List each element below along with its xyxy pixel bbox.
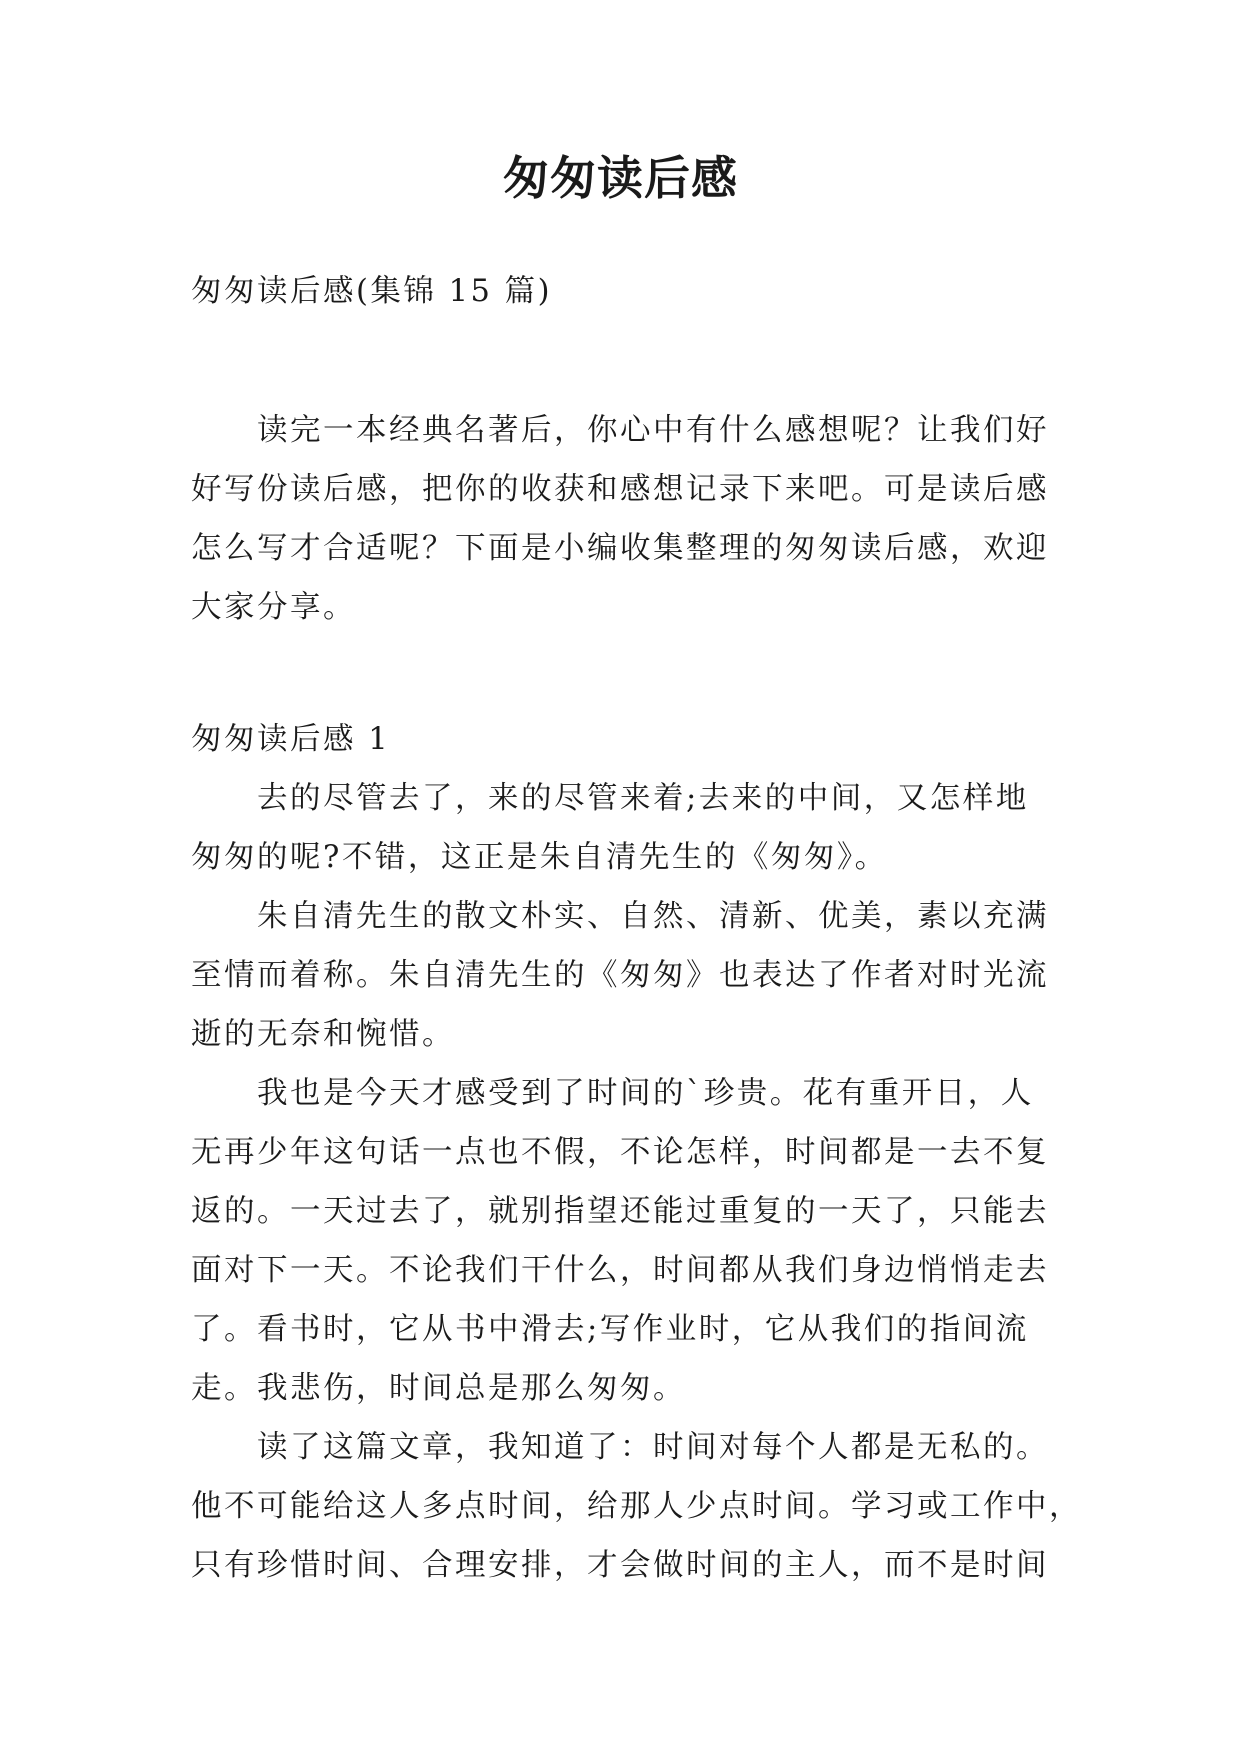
paragraph-line: 至情而着称。朱自清先生的《匆匆》也表达了作者对时光流: [191, 958, 1049, 993]
paragraph-line: 匆匆的呢?不错，这正是朱自清先生的《匆匆》。: [191, 840, 888, 875]
section-paragraph: [191, 769, 1061, 887]
paragraph-line: 去的尽管去了，来的尽管来着;去来的中间，又怎样地: [257, 781, 1029, 816]
paragraph-line: 我也是今天才感受到了时间的`珍贵。花有重开日，人: [257, 1076, 1034, 1111]
section-paragraph: [191, 887, 1061, 1064]
intro-paragraph: [191, 401, 1061, 637]
section-paragraph: [191, 1064, 1061, 1418]
paragraph-line: 只有珍惜时间、合理安排，才会做时间的主人，而不是时间: [191, 1548, 1049, 1583]
section-heading: 匆匆读后感 1: [191, 722, 391, 757]
section-paragraph: [191, 1418, 1082, 1595]
paragraph-line: 逝的无奈和惋惜。: [191, 1017, 455, 1052]
paragraph-line: 无再少年这句话一点也不假，不论怎样，时间都是一去不复: [191, 1135, 1049, 1170]
paragraph-line: 好写份读后感，把你的收获和感想记录下来吧。可是读后感: [191, 472, 1049, 507]
spacer: [191, 321, 1061, 401]
paragraph-line: 读了这篇文章，我知道了：时间对每个人都是无私的。: [257, 1430, 1049, 1465]
paragraph-line: 读完一本经典名著后，你心中有什么感想呢？让我们好: [257, 413, 1049, 448]
paragraph-line: 了。看书时，它从书中滑去;写作业时，它从我们的指间流: [191, 1312, 1029, 1347]
paragraph-line: 面对下一天。不论我们干什么，时间都从我们身边悄悄走去: [191, 1253, 1049, 1288]
paragraph-line: 朱自清先生的散文朴实、自然、清新、优美，素以充满: [257, 899, 1049, 934]
document-title: 匆匆读后感: [503, 151, 738, 205]
paragraph-line: 他不可能给这人多点时间，给那人少点时间。学习或工作中，: [191, 1489, 1082, 1524]
document-subtitle: 匆匆读后感(集锦 15 篇): [191, 274, 552, 309]
paragraph-line: 走。我悲伤，时间总是那么匆匆。: [191, 1371, 686, 1406]
document-body: [191, 262, 1082, 1595]
paragraph-line: 大家分享。: [191, 590, 356, 625]
paragraph-line: 返的。一天过去了，就别指望还能过重复的一天了，只能去: [191, 1194, 1049, 1229]
spacer: [191, 637, 1061, 710]
paragraph-line: 怎么写才合适呢？下面是小编收集整理的匆匆读后感，欢迎: [191, 531, 1049, 566]
